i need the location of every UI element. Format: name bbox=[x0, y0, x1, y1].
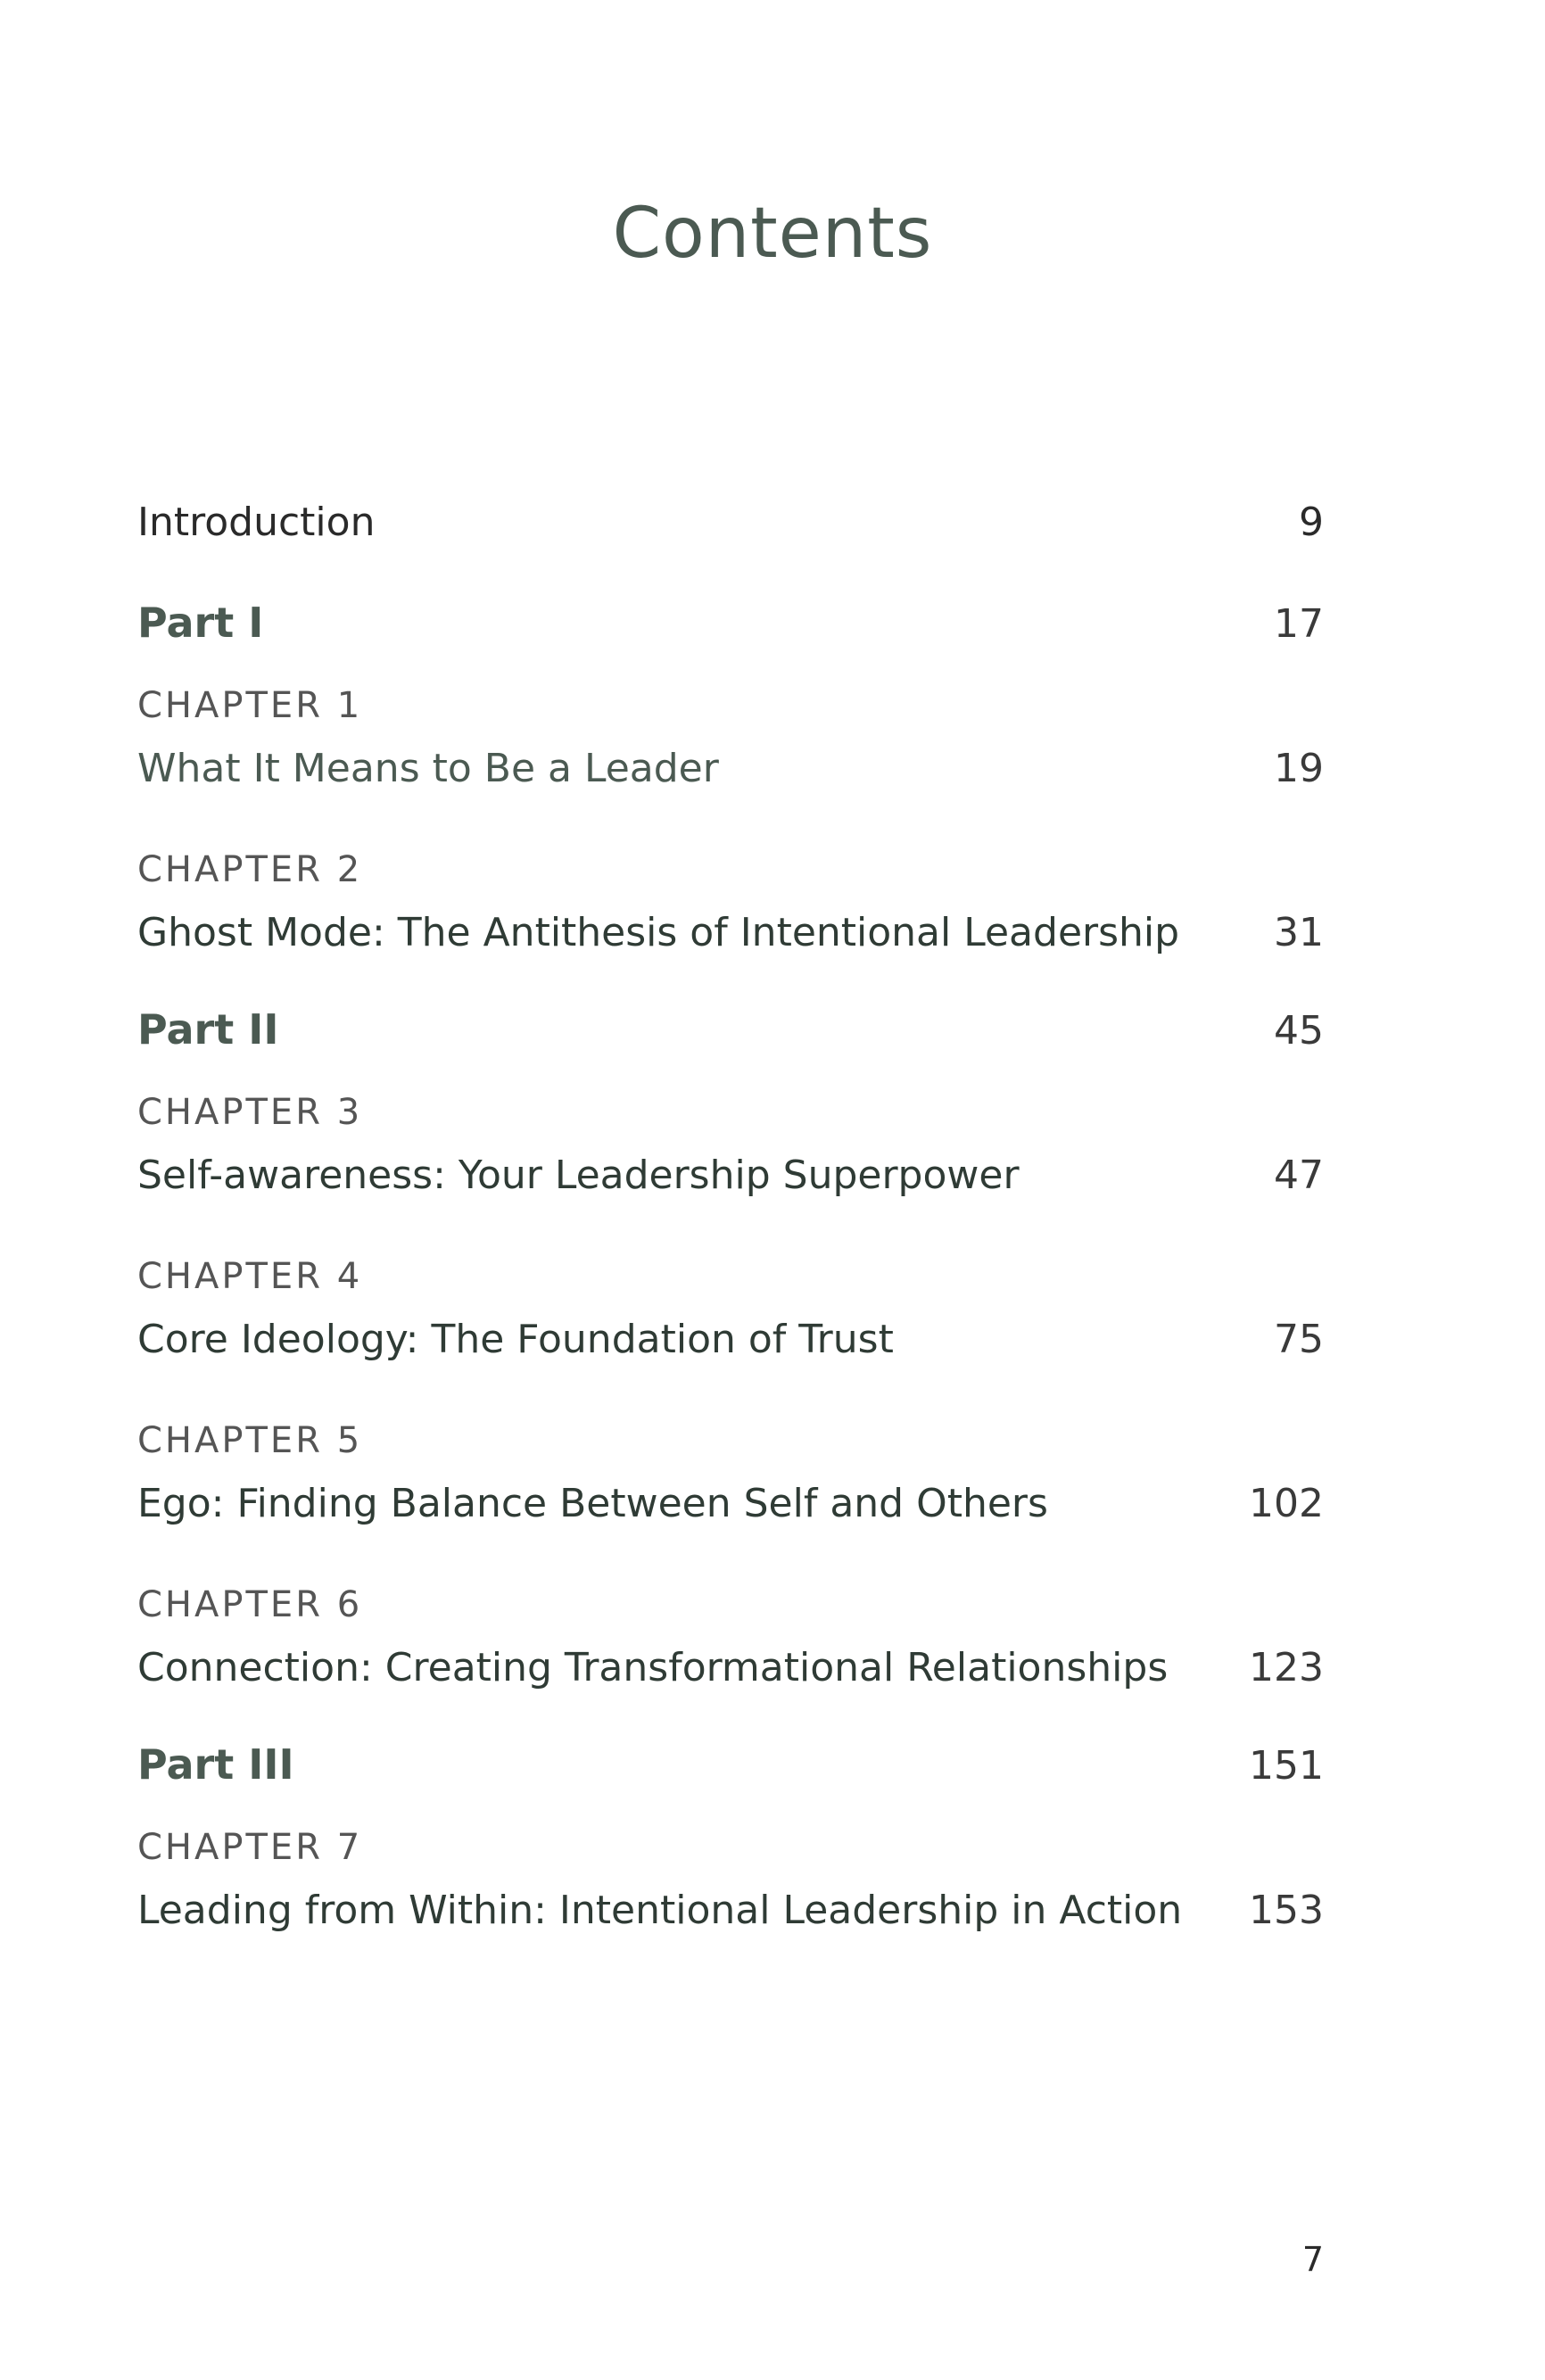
entry-page-number: 19 bbox=[1274, 746, 1324, 791]
entry-page-number: 47 bbox=[1274, 1153, 1324, 1198]
chapter-label: CHAPTER 4 bbox=[137, 1256, 363, 1297]
chapter-title: What It Means to Be a Leader bbox=[137, 746, 719, 791]
page-title: Contents bbox=[612, 194, 933, 274]
chapter-title: Leading from Within: Intentional Leadership in Action bbox=[137, 1888, 1183, 1933]
toc-entry-chapter-5[interactable] bbox=[137, 1477, 1324, 1531]
chapter-title: Connection: Creating Transformational Relationships bbox=[137, 1645, 1169, 1690]
chapter-title: Ghost Mode: The Antithesis of Intentional Leadership bbox=[137, 910, 1180, 955]
entry-page-number: 17 bbox=[1274, 601, 1324, 647]
chapter-label: CHAPTER 1 bbox=[137, 685, 363, 726]
chapter-label: CHAPTER 6 bbox=[137, 1584, 363, 1625]
part-heading: Part II bbox=[137, 1005, 279, 1054]
toc-entry-chapter-3[interactable] bbox=[137, 1149, 1324, 1202]
toc-entry-introduction[interactable] bbox=[137, 496, 1324, 550]
toc-entry-part-1[interactable] bbox=[137, 596, 1324, 651]
toc-entry-chapter-6[interactable] bbox=[137, 1641, 1324, 1695]
chapter-label: CHAPTER 5 bbox=[137, 1420, 363, 1461]
chapter-label: CHAPTER 7 bbox=[137, 1827, 363, 1868]
entry-page-number: 123 bbox=[1249, 1645, 1324, 1690]
toc-entry-chapter-1[interactable] bbox=[137, 742, 1324, 796]
chapter-title: Ego: Finding Balance Between Self and Others bbox=[137, 1481, 1048, 1526]
entry-page-number: 102 bbox=[1249, 1481, 1324, 1526]
folio-page-number: 7 bbox=[1301, 2240, 1324, 2279]
chapter-title: Self-awareness: Your Leadership Superpower bbox=[137, 1153, 1020, 1198]
entry-page-number: 153 bbox=[1249, 1888, 1324, 1933]
entry-page-number: 75 bbox=[1274, 1317, 1324, 1362]
toc-entry-chapter-2[interactable] bbox=[137, 906, 1324, 960]
toc-entry-part-3[interactable] bbox=[137, 1738, 1324, 1793]
chapter-title: Core Ideology: The Foundation of Trust bbox=[137, 1317, 894, 1362]
entry-title: Introduction bbox=[137, 500, 376, 545]
entry-page-number: 151 bbox=[1249, 1743, 1324, 1789]
toc-entry-chapter-4[interactable] bbox=[137, 1313, 1324, 1367]
entry-page-number: 31 bbox=[1274, 910, 1324, 955]
part-heading: Part III bbox=[137, 1740, 294, 1789]
chapter-label: CHAPTER 2 bbox=[137, 849, 363, 890]
toc-entry-chapter-7[interactable] bbox=[137, 1884, 1324, 1938]
entry-page-number: 45 bbox=[1274, 1008, 1324, 1054]
chapter-label: CHAPTER 3 bbox=[137, 1092, 363, 1133]
toc-entry-part-2[interactable] bbox=[137, 1003, 1324, 1058]
entry-page-number: 9 bbox=[1299, 500, 1324, 545]
part-heading: Part I bbox=[137, 599, 264, 647]
